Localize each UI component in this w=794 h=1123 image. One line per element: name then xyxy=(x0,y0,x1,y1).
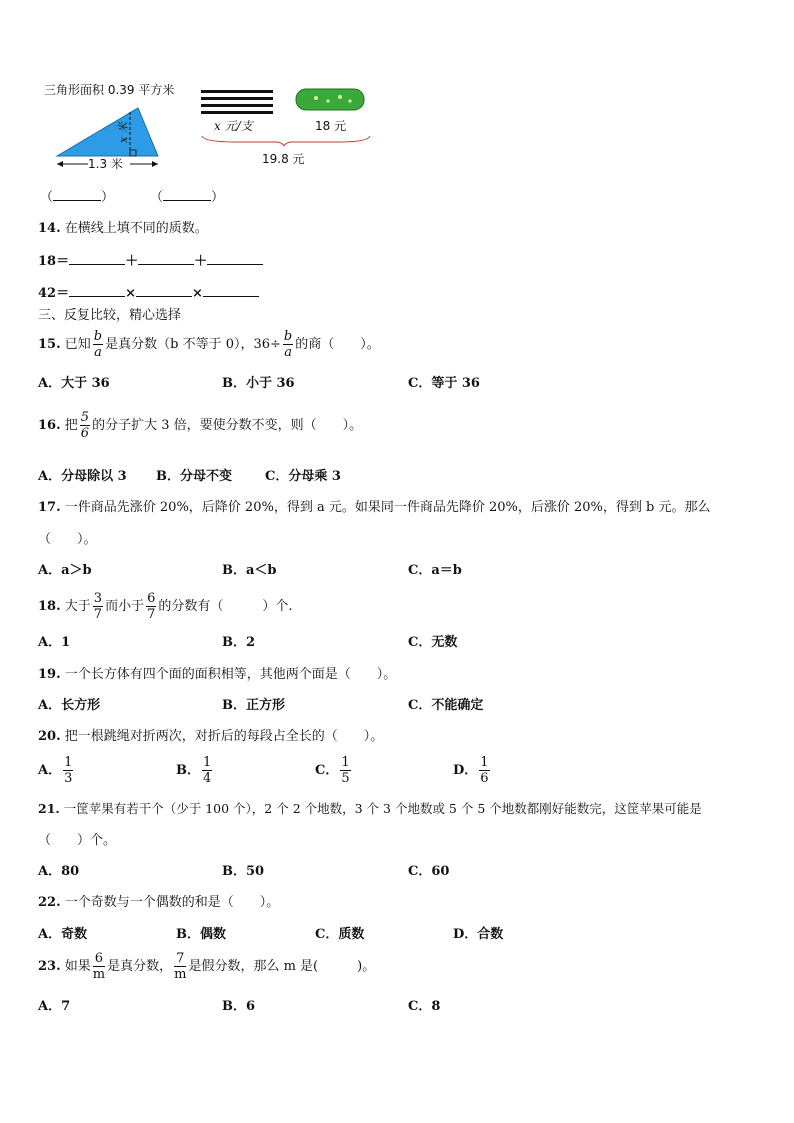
triangle-height-label: x 米 xyxy=(116,122,130,143)
q20-option-a[interactable]: A． $\frac{1}{3}$ xyxy=(38,755,73,786)
arrow-right xyxy=(152,161,158,167)
q23-option-a[interactable]: A．7 xyxy=(38,999,71,1014)
pencil-case xyxy=(296,89,364,110)
question-21-continued: （ ）个。 xyxy=(38,833,117,848)
question-23: 23. 如果 $\frac{6}{m}$ 是真分数， $\frac{7}{m}$ 是假分数，那么 m 是( )。 xyxy=(38,951,376,982)
case-dot xyxy=(348,99,351,102)
triangle-caption: 三角形面积 0.39 平方米 xyxy=(44,83,175,97)
q19-option-c[interactable]: C．不能确定 xyxy=(408,698,484,713)
q17-option-c[interactable]: C．a＝b xyxy=(408,563,462,578)
arrow-left xyxy=(57,161,63,167)
question-17-continued: （ ）。 xyxy=(38,532,97,547)
fraction-6-over-m: $\frac{6}{m}$ xyxy=(92,951,106,982)
q20-option-c[interactable]: C． $\frac{1}{5}$ xyxy=(315,755,350,786)
total-brace xyxy=(202,136,370,146)
question-18: 18. 大于 $\frac{3}{7}$ 而小于 $\frac{6}{7}$ 的分数有（ ）个. xyxy=(38,591,293,622)
q19-option-b[interactable]: B．正方形 xyxy=(222,698,285,713)
q18-option-a[interactable]: A．1 xyxy=(38,635,71,650)
q14-line-18: 18＝ ＋ ＋ xyxy=(38,253,263,268)
q17-option-a[interactable]: A．a＞b xyxy=(38,563,92,578)
question-16: 16. 把 $\frac{5}{6}$ 的分子扩大 3 倍，要使分数不变，则（ ）。 xyxy=(38,410,363,441)
q14-blank[interactable] xyxy=(207,253,263,265)
q22-option-a[interactable]: A．奇数 xyxy=(38,927,88,942)
fraction-5-over-6: $\frac{5}{6}$ xyxy=(80,410,90,441)
pens-figure xyxy=(198,86,378,146)
pencil-case-price-label: 18 元 xyxy=(315,119,347,133)
q21-option-a[interactable]: A．80 xyxy=(38,864,80,879)
q16-option-a[interactable]: A．分母除以 3 xyxy=(38,469,127,484)
q14-blank[interactable] xyxy=(136,285,192,297)
q16-option-b[interactable]: B．分母不变 xyxy=(156,469,232,484)
question-17: 17. 一件商品先涨价 20%，后降价 20%，得到 a 元。如果同一件商品先降价 20%，后涨价 20%，得到 b 元。那么 xyxy=(38,500,711,515)
q15-option-a[interactable]: A．大于 36 xyxy=(38,376,110,391)
q14-blank[interactable] xyxy=(203,285,259,297)
q19-option-a[interactable]: A．长方形 xyxy=(38,698,101,713)
answer-blank-2[interactable]: （ ） xyxy=(150,190,225,205)
answer-blank-1[interactable]: （ ） xyxy=(40,190,115,205)
q22-option-c[interactable]: C．质数 xyxy=(315,927,365,942)
case-dot xyxy=(314,96,318,100)
q14-blank[interactable] xyxy=(138,253,194,265)
question-14: 14. 在横线上填不同的质数。 xyxy=(38,221,208,236)
q22-option-b[interactable]: B．偶数 xyxy=(176,927,226,942)
fraction-b-over-a: $\frac{b}{a}$ xyxy=(283,329,293,360)
pen-1 xyxy=(201,90,273,93)
q20-option-b[interactable]: B． $\frac{1}{4}$ xyxy=(176,755,212,786)
q14-blank[interactable] xyxy=(69,253,125,265)
total-price-label: 19.8 元 xyxy=(262,152,305,166)
question-15: 15. 已知 $\frac{b}{a}$ 是真分数（b 不等于 0），36÷ $\frac{b}{a}$ 的商（ ）。 xyxy=(38,329,380,360)
fraction-b-over-a: $\frac{b}{a}$ xyxy=(93,329,103,360)
q15-option-b[interactable]: B．小于 36 xyxy=(222,376,295,391)
case-dot xyxy=(338,95,342,99)
question-20: 20. 把一根跳绳对折两次，对折后的每段占全长的（ ）。 xyxy=(38,729,384,744)
fraction-7-over-m: $\frac{7}{m}$ xyxy=(174,951,187,982)
q20-option-d[interactable]: D． $\frac{1}{6}$ xyxy=(453,755,489,786)
question-22: 22. 一个奇数与一个偶数的和是（ ）。 xyxy=(38,895,280,910)
pen-3 xyxy=(201,104,273,107)
fraction-6-over-7: $\frac{6}{7}$ xyxy=(147,591,156,622)
q21-option-c[interactable]: C．60 xyxy=(408,864,450,879)
q23-option-c[interactable]: C．8 xyxy=(408,999,441,1014)
pen-2 xyxy=(201,97,273,100)
q23-option-b[interactable]: B．6 xyxy=(222,999,256,1014)
q22-option-d[interactable]: D．合数 xyxy=(453,927,504,942)
question-19: 19. 一个长方体有四个面的面积相等，其他两个面是（ ）。 xyxy=(38,667,397,682)
q14-blank[interactable] xyxy=(69,285,125,297)
case-dot xyxy=(326,99,329,102)
section-3-title: 三、反复比较，精心选择 xyxy=(38,308,182,323)
triangle-base-label: 1.3 米 xyxy=(88,157,123,171)
q18-option-c[interactable]: C．无数 xyxy=(408,635,458,650)
q14-line-42: 42＝ × × xyxy=(38,285,259,300)
q16-option-c[interactable]: C．分母乘 3 xyxy=(265,469,341,484)
triangle-shape xyxy=(57,108,158,156)
question-21: 21. 一筐苹果有若干个（少于 100 个），2 个 2 个地数，3 个 3 个地数或 5 个 5 个地数都刚好能数完，这筐苹果可能是 xyxy=(38,801,702,816)
q17-option-b[interactable]: B．a＜b xyxy=(222,563,277,578)
pen-unit-price-label: x 元/支 xyxy=(214,119,253,133)
q21-option-b[interactable]: B．50 xyxy=(222,864,265,879)
q18-option-b[interactable]: B．2 xyxy=(222,635,256,650)
fraction-3-over-7: $\frac{3}{7}$ xyxy=(93,591,103,622)
pen-4 xyxy=(201,111,273,114)
q15-option-c[interactable]: C．等于 36 xyxy=(408,376,480,391)
